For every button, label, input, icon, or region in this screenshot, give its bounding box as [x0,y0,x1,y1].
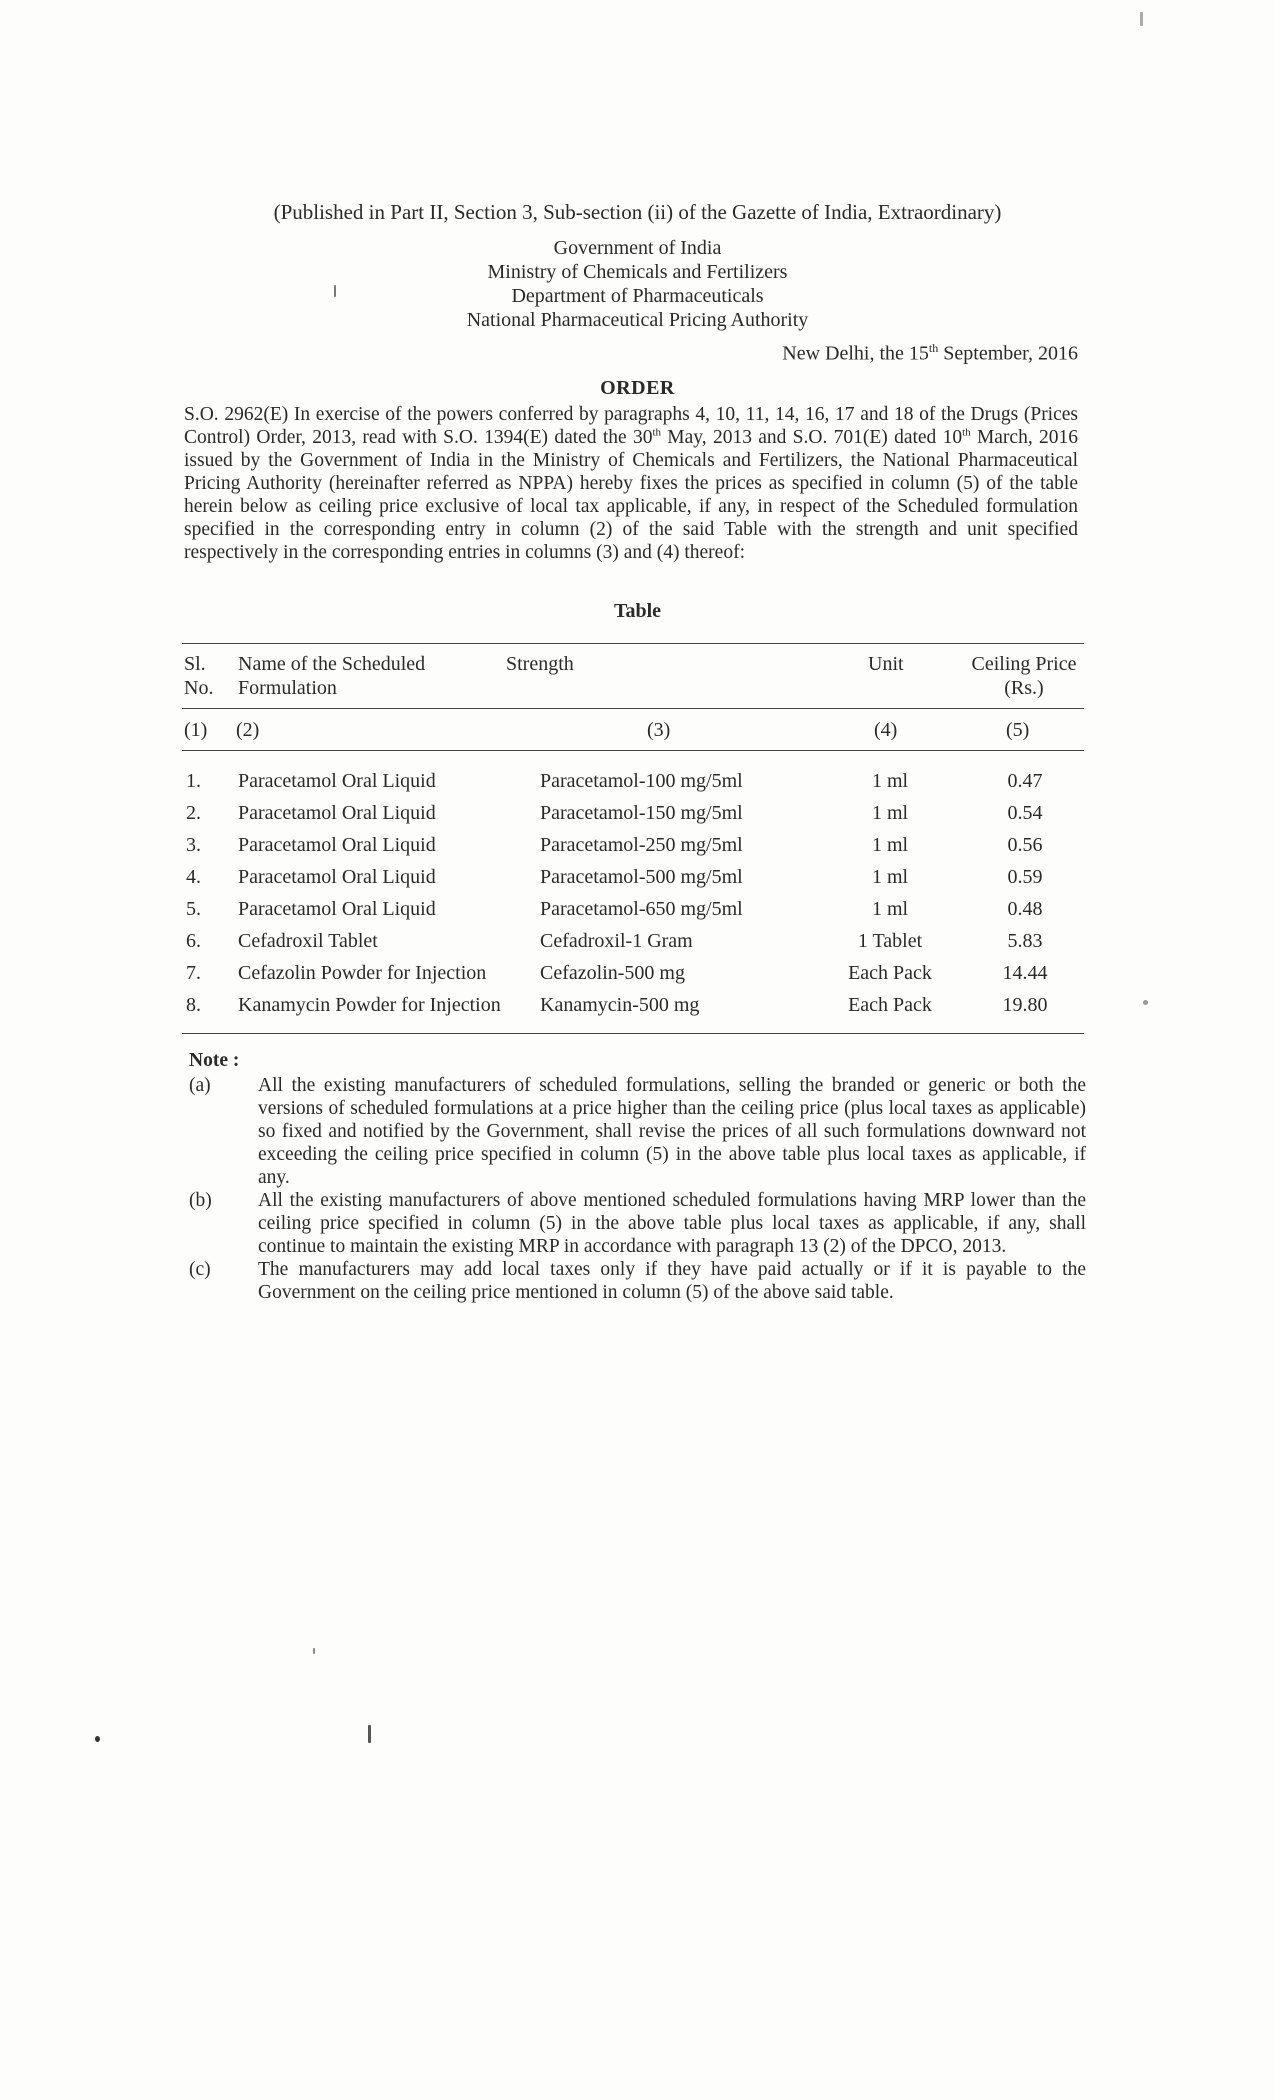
header-name-line2: Formulation [238,677,337,699]
note-label: (b) [189,1190,212,1211]
table-row-2-sl: 2. [186,802,201,824]
header-sl-line2: No. [184,677,214,699]
note-item-b [189,1189,1089,1258]
table-row-8-name: Kanamycin Powder for Injection [238,994,501,1016]
notes-heading: Note : [189,1050,240,1071]
date-line: New Delhi, the 15th September, 2016 [782,341,1078,365]
table-row-3-name: Paracetamol Oral Liquid [238,834,436,856]
table-top-rule [182,643,1084,644]
header-strength: Strength [506,653,574,675]
table-row-8-unit: Each Pack [848,994,932,1016]
table-row-6-sl: 6. [186,930,201,952]
table-header-rule [182,708,1084,709]
table-row-3-strength: Paracetamol-250 mg/5ml [540,834,743,856]
note-text: All the existing manufacturers of above mentioned scheduled formulations having MRP lower than the ceiling price specified in column (5) in the above table plus local taxes as applicable, if any, shall continue to maintain the existing MRP in accordance with paragraph 13 (2) of the DPCO, 2013. [258,1190,1086,1257]
table-row-8-price: 19.80 [1002,994,1048,1016]
table-row-2-strength: Paracetamol-150 mg/5ml [540,802,743,824]
header-unit: Unit [868,653,904,675]
table-row-1-sl: 1. [186,770,201,792]
table-row-1-name: Paracetamol Oral Liquid [238,770,436,792]
table-row-5-price: 0.48 [1007,898,1043,920]
table-row-5-sl: 5. [186,898,201,920]
table-row-5-strength: Paracetamol-650 mg/5ml [540,898,743,920]
notes-section [189,1049,1089,1304]
ministry-line: Ministry of Chemicals and Fertilizers [487,261,788,283]
table-row-2-name: Paracetamol Oral Liquid [238,802,436,824]
table-row-4-price: 0.59 [1007,866,1043,888]
order-paragraph: S.O. 2962(E) In exercise of the powers conferred by paragraphs 4, 10, 11, 14, 16, 17 and 18 of the Drugs (Prices Control) Order, 2013, read with S.O. 1394(E) dated the 30th May, 2013 and S.O. 701(E) dated 10th March, 2016 issued by the Government of India in the Ministry of Chemicals and Fertilizers, the National Pharmaceutical Pricing Authority (hereinafter referred as NPPA) hereby fixes the prices as specified in column (5) of the table herein below as ceiling price exclusive of local tax applicable, if any, in respect of the Scheduled formulation specified in the corresponding entry in column (2) of the said Table with the strength and unit specified respectively in the corresponding entries in columns (3) and (4) thereof: [184,404,1078,563]
table-bottom-rule [182,1033,1084,1034]
scan-speck [1143,1000,1148,1005]
header-price-line1: Ceiling Price [971,653,1077,675]
table-row-5-unit: 1 ml [871,898,909,920]
table-row-1-strength: Paracetamol-100 mg/5ml [540,770,743,792]
table-row-3-unit: 1 ml [871,834,909,856]
table-row-6-price: 5.83 [1007,930,1043,952]
table-row-3-sl: 3. [186,834,201,856]
government-line: Government of India [553,237,722,259]
table-row-4-sl: 4. [186,866,201,888]
table-row-5-name: Paracetamol Oral Liquid [238,898,436,920]
note-text: All the existing manufacturers of scheduled formulations, selling the branded or generic or both the versions of scheduled formulations at a price higher than the ceiling price (plus local taxes as applicable) so fixed and notified by the Government, shall revise the prices of all such formulations downward not exceeding the ceiling price specified in column (5) in the above table plus local taxes as applicable, if any. [258,1075,1086,1188]
table-row-7-sl: 7. [186,962,201,984]
table-row-4-strength: Paracetamol-500 mg/5ml [540,866,743,888]
table-row-2-unit: 1 ml [871,802,909,824]
table-row-8-strength: Kanamycin-500 mg [540,994,700,1016]
note-label: (a) [189,1075,211,1096]
table-title: Table [613,600,662,622]
scan-speck [368,1725,371,1743]
table-row-1-price: 0.47 [1007,770,1043,792]
table-row-2-price: 0.54 [1007,802,1043,824]
header-name-line1: Name of the Scheduled [238,653,426,675]
header-sl-line1: Sl. [184,653,206,675]
table-row-3-price: 0.56 [1007,834,1043,856]
note-item-a [189,1074,1089,1189]
table-row-1-unit: 1 ml [871,770,909,792]
department-line: Department of Pharmaceuticals [511,285,764,307]
scan-speck [313,1648,315,1654]
scan-speck [334,285,336,297]
note-item-c [189,1258,1089,1304]
table-row-7-price: 14.44 [1002,962,1048,984]
table-row-7-strength: Cefazolin-500 mg [540,962,685,984]
order-title: ORDER [600,377,675,399]
table-row-7-name: Cefazolin Powder for Injection [238,962,487,984]
table-row-4-unit: 1 ml [871,866,909,888]
header-price-line2: (Rs.) [1004,677,1044,699]
table-colnum-rule [182,750,1084,751]
col-number-1: (1) [184,719,208,741]
note-label: (c) [189,1259,211,1280]
col-number-2: (2) [236,719,260,741]
table-row-4-name: Paracetamol Oral Liquid [238,866,436,888]
col-number-3: (3) [647,719,671,741]
authority-line: National Pharmaceutical Pricing Authority [466,309,809,331]
scan-speck [1140,12,1143,26]
table-row-6-unit: 1 Tablet [857,930,923,952]
table-row-6-strength: Cefadroxil-1 Gram [540,930,693,952]
table-row-7-unit: Each Pack [848,962,932,984]
table-row-8-sl: 8. [186,994,201,1016]
scan-speck [95,1736,100,1742]
table-row-6-name: Cefadroxil Tablet [238,930,378,952]
note-text: The manufacturers may add local taxes only if they have paid actually or if it is payable to the Government on the ceiling price mentioned in column (5) of the above said table. [258,1259,1086,1303]
col-number-4: (4) [874,719,898,741]
publication-line: (Published in Part II, Section 3, Sub-section (ii) of the Gazette of India, Extraordinary) [273,200,1002,224]
col-number-5: (5) [1006,719,1030,741]
